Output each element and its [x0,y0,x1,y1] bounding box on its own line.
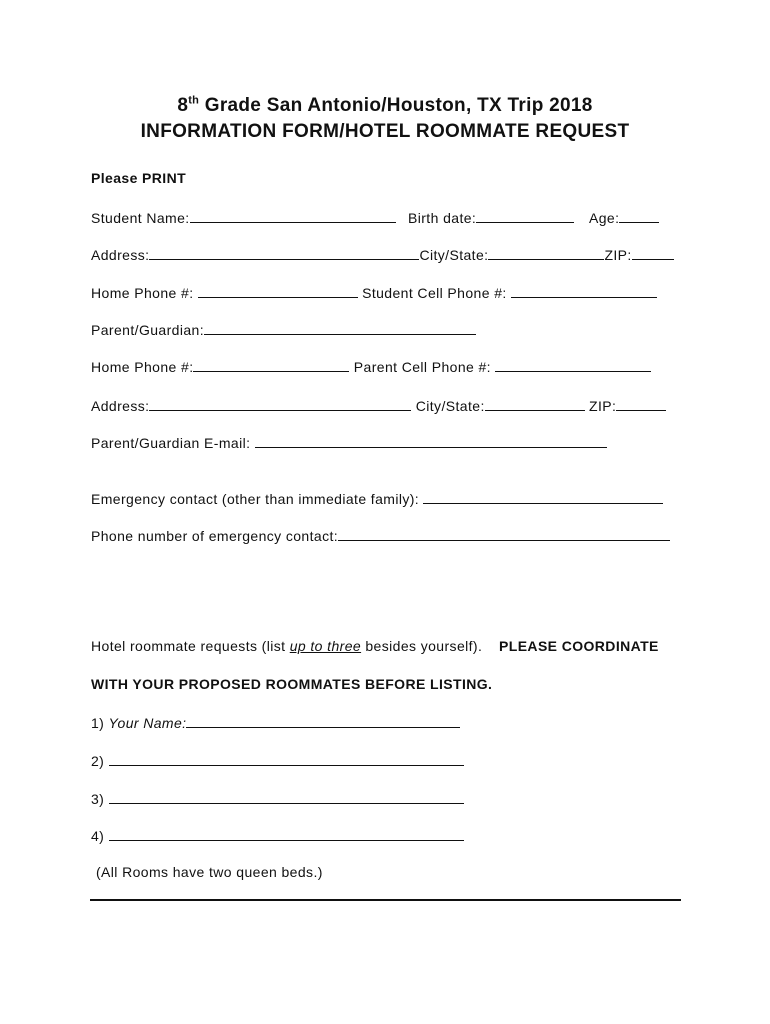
parent-home-phone-field[interactable] [193,357,349,372]
birth-date-row [408,208,574,226]
your-name-label: Your Name: [108,715,187,731]
emergency-contact-row [91,489,663,507]
parent-address-field[interactable] [149,396,411,411]
form-title-line2: INFORMATION FORM/HOTEL ROOMMATE REQUEST [140,121,630,142]
roommate-item-4-number: 4) [91,828,105,844]
roommate-intro [91,638,482,654]
guardian-field[interactable] [204,320,476,335]
parent-phone-row [91,357,651,375]
parent-address-label: Address: [91,398,150,414]
parent-home-phone-label: Home Phone #: [91,359,194,375]
emergency-phone-row [91,526,670,544]
roommate-3-field[interactable] [109,789,464,804]
birth-date-label: Birth date: [408,210,477,226]
age-row [589,208,659,226]
parent-city-field[interactable] [485,396,585,411]
guardian-row [91,320,476,338]
student-address-row [91,245,674,263]
parent-city-label: City/State: [415,398,485,414]
student-zip-field[interactable] [632,245,674,260]
roommate-item-1 [91,713,460,731]
roommate-4-field[interactable] [109,826,464,841]
student-city-label: City/State: [419,247,489,263]
student-home-phone-label: Home Phone #: [91,285,194,301]
coordinate-notice-b: WITH YOUR PROPOSED ROOMMATES BEFORE LISTING. [91,676,493,692]
student-name-row [91,208,396,226]
student-city-field[interactable] [488,245,604,260]
emergency-contact-field[interactable] [423,489,663,504]
form-title-line1 [0,95,770,117]
roommate-item-2 [91,751,464,769]
roommate-item-1-number: 1) [91,715,105,731]
roommate-intro-pre: Hotel roommate requests (list [91,638,290,654]
emergency-phone-field[interactable] [338,526,670,541]
roommate-item-2-number: 2) [91,753,105,769]
title-grade: 8 [177,95,189,116]
roommate-intro-emphasis: up to three [289,638,362,654]
student-address-field[interactable] [149,245,419,260]
title-grade-suffix: th [188,94,200,107]
roommate-item-3-number: 3) [91,791,105,807]
your-name-field[interactable] [186,713,460,728]
birth-date-field[interactable] [476,208,574,223]
student-home-phone-field[interactable] [198,283,358,298]
student-name-field[interactable] [190,208,396,223]
rooms-note: (All Rooms have two queen beds.) [96,864,323,880]
parent-cell-label: Parent Cell Phone #: [353,359,491,375]
print-instruction: Please PRINT [91,170,187,186]
roommate-item-3 [91,789,464,807]
parent-address-row [91,396,666,414]
student-address-label: Address: [91,247,150,263]
coordinate-notice-a: PLEASE COORDINATE [499,638,659,654]
student-cell-field[interactable] [511,283,657,298]
student-cell-label: Student Cell Phone #: [362,285,507,301]
title-trip: Grade San Antonio/Houston, TX Trip 2018 [199,95,593,116]
guardian-label: Parent/Guardian: [91,322,205,338]
roommate-2-field[interactable] [109,751,464,766]
roommate-item-4 [91,826,464,844]
age-field[interactable] [619,208,659,223]
student-zip-label: ZIP: [604,247,632,263]
parent-cell-field[interactable] [495,357,651,372]
parent-email-label: Parent/Guardian E-mail: [91,435,251,451]
parent-zip-field[interactable] [616,396,666,411]
age-label: Age: [589,210,620,226]
parent-email-row [91,433,607,451]
student-name-label: Student Name: [91,210,190,226]
emergency-contact-label: Emergency contact (other than immediate family): [91,491,420,507]
student-phone-row [91,283,657,301]
roommate-intro-post: besides yourself). [361,638,483,654]
parent-zip-label: ZIP: [589,398,617,414]
emergency-phone-label: Phone number of emergency contact: [91,528,339,544]
parent-email-field[interactable] [255,433,607,448]
bottom-rule [90,899,681,901]
